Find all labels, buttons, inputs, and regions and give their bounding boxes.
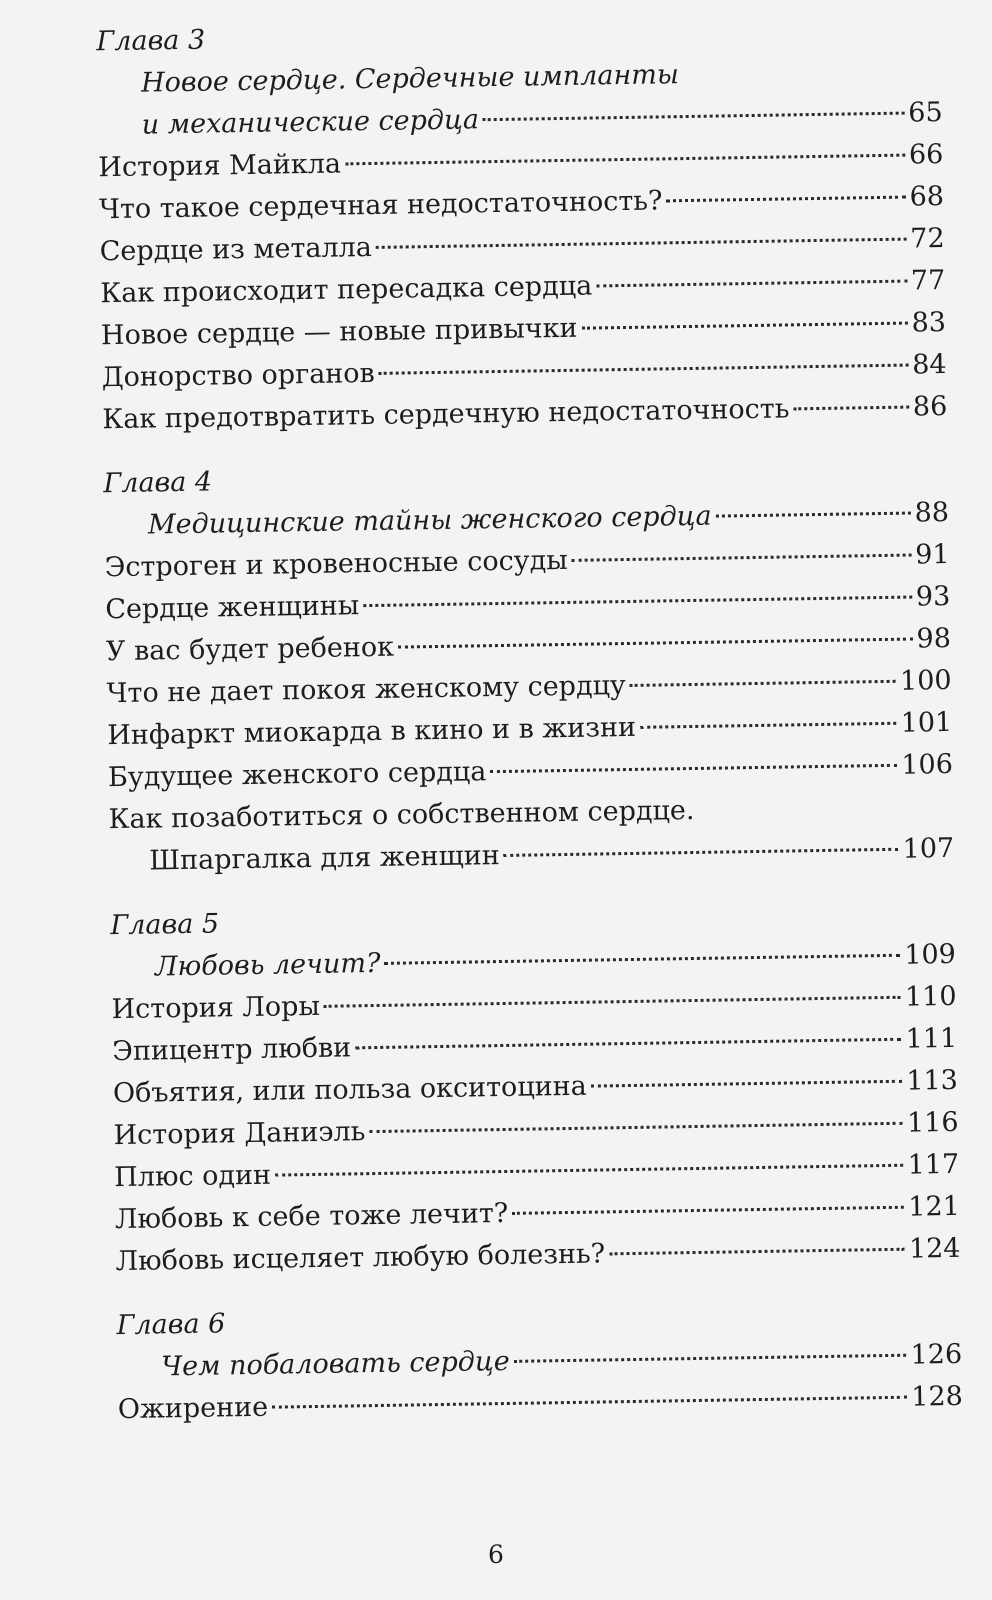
dot-leader — [504, 848, 899, 857]
table-of-contents — [96, 8, 963, 1453]
dot-leader — [666, 196, 905, 203]
entry-title: Инфаркт миокарда в кино и в жизни — [107, 711, 637, 752]
entry-title: Любовь исцеляет любую болезнь? — [115, 1238, 606, 1278]
page-ref: 101 — [900, 706, 953, 739]
page-ref: 116 — [906, 1106, 959, 1139]
chapter-label: Глава 5 — [110, 908, 220, 942]
chapter-4 — [103, 450, 954, 883]
entry-title: У вас будет ребенок — [105, 631, 395, 668]
page-ref: 117 — [907, 1148, 960, 1181]
dot-leader — [483, 112, 904, 122]
entry-title: Эстроген и кровеносные сосуды — [104, 544, 568, 584]
entry-title: Объятия, или польза окситоцина — [112, 1070, 587, 1110]
dot-leader — [512, 1206, 904, 1215]
entry-title: Что такое сердечная недостаточность? — [98, 185, 663, 226]
page-ref: 66 — [908, 138, 944, 171]
dot-leader — [596, 280, 907, 288]
page-ref: 124 — [908, 1232, 961, 1265]
chapter-title: Любовь лечит? — [154, 947, 381, 983]
page-ref: 77 — [910, 264, 946, 297]
page-ref: 65 — [908, 96, 943, 129]
chapter-3 — [96, 8, 947, 441]
page-ref: 113 — [906, 1064, 959, 1097]
page-ref: 91 — [914, 538, 950, 571]
page-ref: 88 — [914, 496, 950, 529]
entry-title: Ожирение — [117, 1391, 269, 1426]
entry-title: История Лоры — [111, 990, 321, 1026]
chapter-title-line: Новое сердце. Сердечные импланты — [140, 59, 680, 99]
dot-leader — [369, 1122, 903, 1133]
dot-leader — [572, 554, 912, 562]
page-ref: 110 — [904, 980, 957, 1013]
chapter-label: Глава 3 — [96, 24, 206, 58]
page-ref: 83 — [911, 306, 947, 339]
page-ref: 84 — [912, 348, 947, 381]
dot-leader — [324, 996, 901, 1008]
dot-leader — [640, 722, 897, 729]
entry-title-line: Как позаботиться о собственном сердце. — [108, 794, 695, 836]
page-ref: 100 — [899, 664, 952, 697]
page-ref: 72 — [910, 222, 945, 255]
dot-leader — [398, 638, 913, 649]
chapter-title: Медицинские тайны женского сердца — [147, 500, 712, 541]
dot-leader — [272, 1396, 907, 1409]
dot-leader — [490, 764, 897, 773]
entry-title: Сердце женщины — [105, 590, 360, 626]
entry-title: Плюс один — [114, 1159, 272, 1194]
dot-leader — [716, 512, 911, 518]
entry-title: Как происходит пересадка сердца — [100, 270, 593, 310]
dot-leader — [581, 322, 907, 330]
page-ref: 109 — [904, 938, 957, 971]
dot-leader — [384, 954, 900, 965]
page-ref: 128 — [911, 1380, 964, 1413]
page-ref: 111 — [905, 1022, 958, 1055]
page-ref: 93 — [915, 580, 951, 613]
dot-leader — [591, 1080, 903, 1088]
page-ref: 98 — [916, 622, 952, 655]
chapter-5 — [110, 892, 961, 1283]
dot-leader — [345, 154, 905, 166]
chapter-title: и механические сердца — [141, 104, 480, 141]
dot-leader — [376, 238, 906, 249]
dot-leader — [514, 1354, 907, 1363]
entry-title: История Даниэль — [113, 1116, 366, 1152]
chapter-6 — [116, 1292, 963, 1431]
entry-title: Любовь к себе тоже лечит? — [114, 1197, 509, 1236]
page-ref: 106 — [901, 748, 954, 781]
page-ref: 126 — [910, 1338, 963, 1371]
dot-leader — [793, 406, 909, 411]
entry-title: История Майкла — [98, 148, 342, 184]
dot-leader — [379, 364, 909, 375]
chapter-title: Чем побаловать сердце — [161, 1345, 510, 1383]
dot-leader — [355, 1038, 902, 1050]
entry-title: Эпицентр любви — [112, 1032, 352, 1068]
chapter-label: Глава 4 — [103, 466, 213, 500]
entry-title: Что не дает покоя женскому сердцу — [106, 670, 627, 710]
dot-leader — [363, 596, 912, 608]
entry-title: Шпаргалка для женщин — [149, 840, 500, 877]
chapter-label: Глава 6 — [116, 1308, 226, 1342]
page-ref: 121 — [908, 1190, 961, 1223]
page-ref: 107 — [902, 832, 955, 865]
dot-leader — [275, 1164, 904, 1177]
page-ref: 86 — [912, 390, 948, 423]
entry-title: Будущее женского сердца — [107, 756, 487, 794]
dot-leader — [630, 680, 896, 687]
entry-title: Как предотвратить сердечную недостаточность — [102, 393, 790, 436]
entry-title: Новое сердце — новые привычки — [100, 312, 578, 352]
entry-title: Сердце из металла — [99, 231, 373, 268]
dot-leader — [609, 1248, 905, 1256]
page-number: 6 — [488, 1540, 504, 1569]
page-ref: 68 — [909, 180, 945, 213]
entry-title: Донорство органов — [101, 357, 375, 394]
